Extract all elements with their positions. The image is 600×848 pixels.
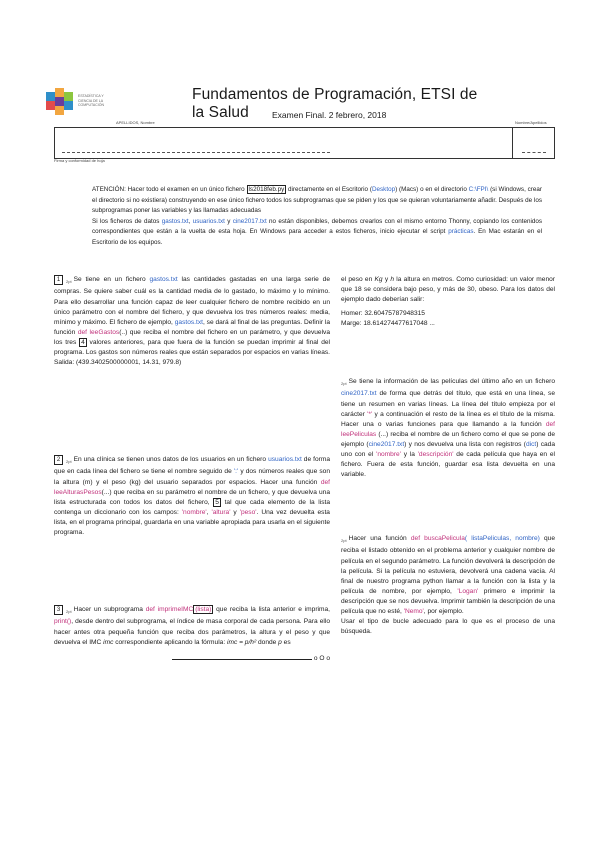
name-label: APELLIDOS, Nombre bbox=[116, 120, 155, 125]
question-3: 3 $_{2pt}$ Hacer un subprograma def imprimeIMC (lista) que reciba la lista anterior e imprima, print(), desde dentro del subprograma, el índice de masa corporal de cada persona. Para ello hacer antes otra pequeña función que reciba dos parámetros, la altura y el peso y que devuelva el IMC imc correspondiente aplicando la fórmula: imc = p/h² donde p es o O o bbox=[54, 606, 330, 662]
file-name: ls2018feb.py bbox=[248, 186, 285, 193]
q5-note: Usar el tipo de bucle adecuado para lo que es el proceso de una búsqueda. bbox=[341, 618, 555, 636]
question-number: 1 bbox=[54, 275, 63, 285]
exam-subtitle: Examen Final. 2 febrero, 2018 bbox=[272, 110, 387, 120]
question-5: $_{2pt}$ Hacer una función def buscaPelicula( listaPeliculas, nombre) que reciba el listado obtenido en el problema anterior y cualquier nombre de película en el segundo parámetro. La función devolverá la descripción de la película. Si la película no estuviera, devolverá una cadena vacía. Al final de nuestro programa python llamar a la función con la lista y la película de nombre, por ejemplo, 'Logan' primero e imprimir la descripción que se nos devuelva. Imprimir también la descripción de una película que no esté, 'Nemo', por ejemplo. Usar el tipo de bucle adecuado para lo que es el proceso de una búsqueda. bbox=[341, 534, 555, 637]
end-mark: o O o bbox=[313, 654, 330, 662]
instructions bbox=[92, 185, 542, 248]
question-number: 2 bbox=[54, 455, 63, 465]
name-field[interactable] bbox=[54, 127, 513, 159]
signature-label: Firma y conformidad de hoja bbox=[54, 158, 105, 163]
q1-output: Salida: (439.3402500000001, 14.31, 979.8) bbox=[54, 359, 182, 367]
question-number: 3 bbox=[54, 605, 63, 615]
etsi-logo bbox=[40, 84, 160, 120]
homer-output: Homer: 32.60475787948315 bbox=[341, 310, 425, 318]
marge-output: Marge: 18.614274477617048 ... bbox=[341, 320, 435, 328]
question-3-continued: el peso en Kg y h la altura en metros. Como curiosidad: un valor menor que 18 se considera bajo peso, y más de 30, obeso. Para los datos del ejemplo dado deberían salir: Homer: 32.60475787948315 Marge: 18.614274477617048 ... bbox=[341, 275, 555, 329]
name-line bbox=[62, 152, 330, 153]
question-2: 2 $_{2pt}$ En una clínica se tienen unos datos de los usuarios en un fichero usuarios.txt de forma que en cada línea del fichero se tiene el nombre seguido de ':' y dos números reales que son la altura (m) y el peso (kg) del usuario separados por espacios. Hacer una función def leeAlturasPesos(...) que reciba en su parámetro el nombre de un fichero, y que devuelva una lista estructurada con todos los datos del fichero, 5 tal que cada elemento de la lista contenga un diccionario con los campos: 'nombre', 'altura' y 'peso'. Una vez devuelta esta lista, en el programa principal, guardarla en una variable apropiada para usarla en el siguiente programa. bbox=[54, 456, 331, 536]
exam-title: Fundamentos de Programación, ETSI de la Salud bbox=[192, 86, 478, 121]
instructions-p1: ATENCIÓN: Hacer todo el examen en un único fichero ls2018feb.py directamente en el Escritorio (Desktop) (Macs) o en el directorio C:\FPI\ (si Windows, crear el directorio si no existiera) construyendo en ese único fichero todos los subprogramas que se piden y los que se quieran voluntariamente añadir. Después de los subprogramas poner las variables y las llamadas adecuadas bbox=[92, 186, 542, 214]
question-4: $_{2pt}$ Se tiene la información de las películas del último año en un fichero cine2017.txt de forma que detrás del título, que está en una línea, se tiene un resumen en varias líneas. La línea del título empieza por el carácter '*' y a continuación el resto de la línea es el título de la misma. Hacer una o varias funciones para que llamando a la función def leePeliculas (...) reciba el nombre de un fichero como el que se pone de ejemplo (cine2017.txt) y nos devuelva una lista con registros (dict) cada uno con el 'nombre' y la 'descripción' de cada película que haya en el fichero. Fuera de esta función, guardar esa lista devuelta en una variable. bbox=[341, 378, 556, 479]
logo-text: ESTADÍSTICA Y CIENCIA DE LA COMPUTACIÓN bbox=[78, 94, 104, 107]
instructions-p2: Si los ficheros de datos gastos.txt, usuarios.txt y cine2017.txt no están disponibles, debemos crearlos con el mismo entorno Thonny, copiando los contenidos correspondientes que están a la vuelta de esta hoja. En Windows para acceder a estos ficheros, inicio ejecutar el script prácticas. En Mac estarán en el Escritorio de los equipos. bbox=[92, 217, 542, 246]
question-1: 1 $_{2pt}$ Se tiene en un fichero gastos.txt las cantidades gastadas en una larga serie de compras. Se quiere saber cuál es la cantidad media de lo gastado, lo máximo y lo mínimo. Para ello desarrollar una función capaz de leer cualquier fichero de nombre recibido en un único parámetro con el nombre del fichero, y que devuelva los tres números reales: media, mínimo y máximo. El fichero de ejemplo, gastos.txt, se dará al final de las preguntas. Definir la función def leeGastos(..) que reciba el nombre del fichero en un parámetro, y que devuelva los tres 4 valores anteriores, para que fuera de la función se puedan imprimir al final del programa. Los gastos son números reales que están separados por espacios en varias líneas. Salida: (439.3402500000001, 14.31, 979.8) bbox=[54, 275, 330, 368]
dni-line bbox=[522, 152, 546, 153]
dni-field[interactable] bbox=[511, 127, 555, 159]
dni-label: Nombre/Apellidos bbox=[515, 120, 547, 125]
